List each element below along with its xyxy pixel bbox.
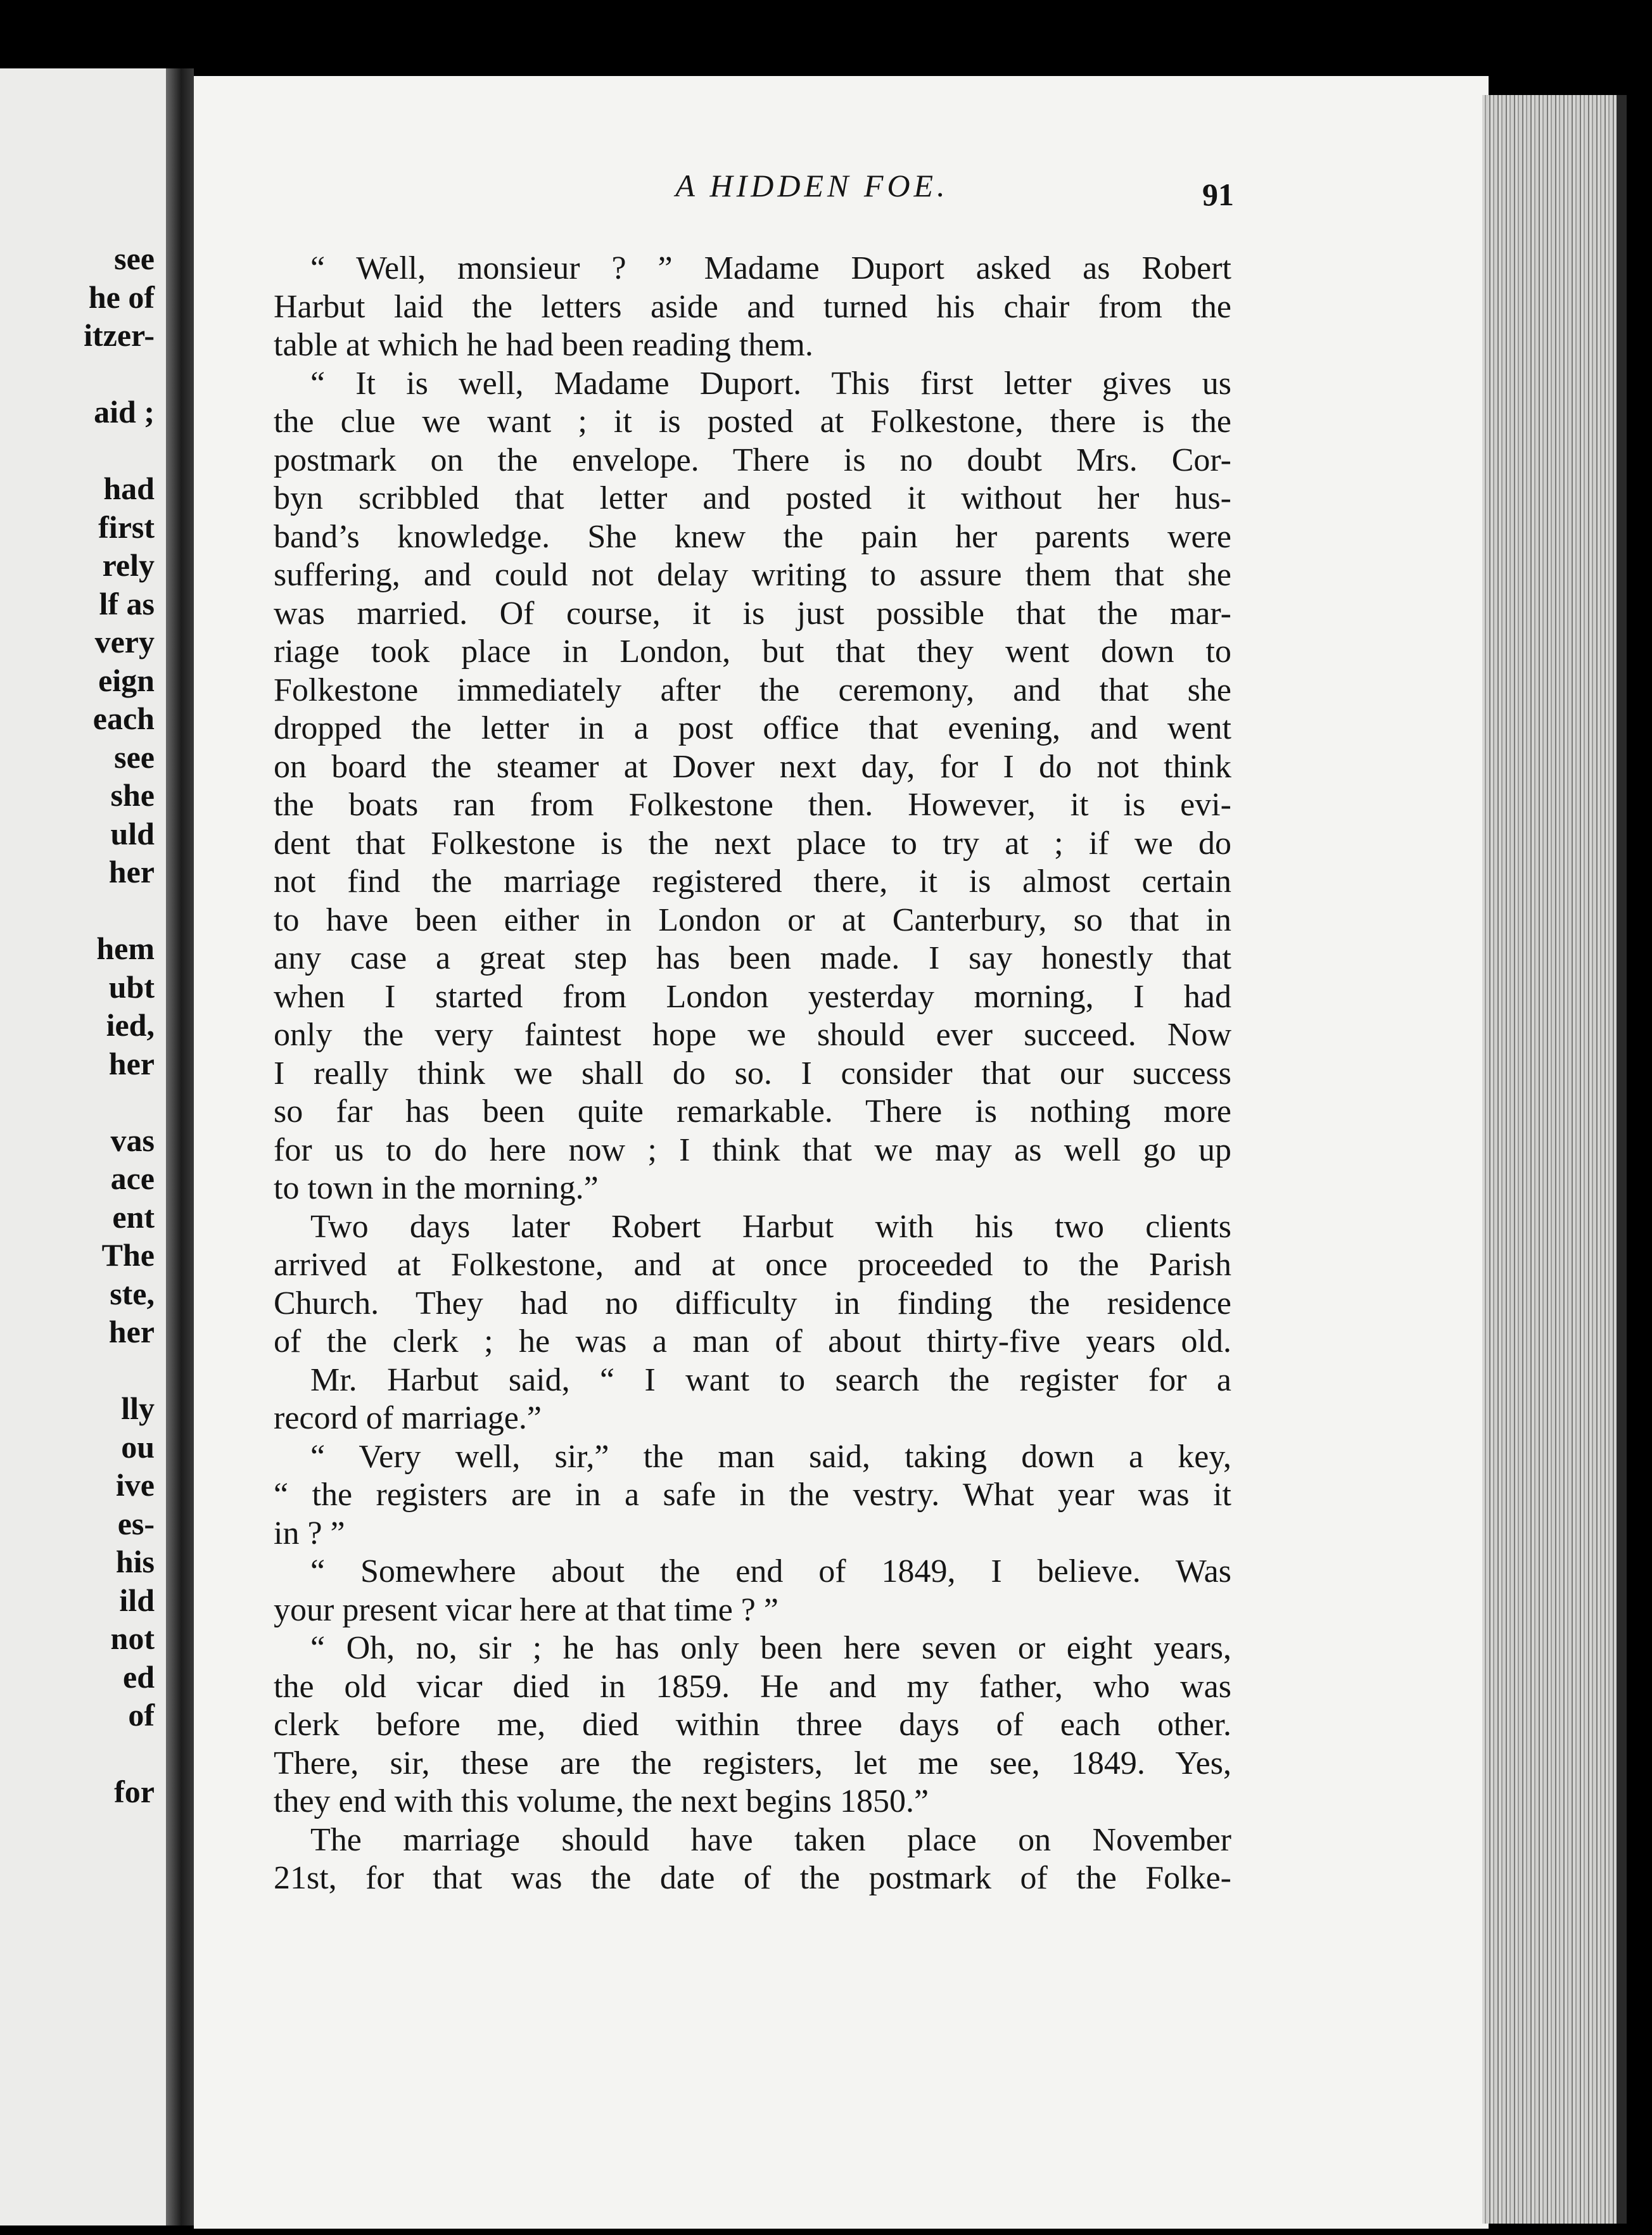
text-line: in ? ” [274, 1515, 345, 1551]
text-line: on board the steamer at Dover next day, for I do not think [274, 748, 1231, 785]
running-head: A HIDDEN FOE. [675, 168, 949, 203]
text-line: table at which he had been reading them. [274, 327, 813, 363]
page-edge-shadow [1617, 95, 1627, 2224]
text-line: Two days later Robert Harbut with his two clients [310, 1208, 1231, 1245]
text-line: “ Somewhere about the end of 1849, I believe. Was [310, 1553, 1231, 1589]
text-line: dent that Folkestone is the next place to try at ; if we do [274, 825, 1231, 862]
text-line: record of marriage.” [274, 1400, 542, 1436]
text-line: “ Very well, sir,” the man said, taking down a key, [310, 1438, 1231, 1475]
text-line: any case a great step has been made. I say honestly that [274, 940, 1231, 976]
text-line: to town in the morning.” [274, 1170, 599, 1206]
left-page-line: her [108, 1045, 155, 1081]
left-page-line: not [110, 1621, 155, 1656]
left-page-line: The [101, 1237, 155, 1273]
text-line: clerk before me, died within three days of each other. [274, 1707, 1231, 1743]
text-line: for us to do here now ; I think that we may as well go up [274, 1131, 1231, 1168]
left-page-line: hem [96, 931, 155, 966]
left-page-line [84, 431, 155, 470]
left-page-line: ed [123, 1659, 155, 1695]
left-page-line [84, 1083, 155, 1121]
left-page-line: of [128, 1697, 155, 1733]
page-edges [1482, 95, 1617, 2224]
left-page-line: itzer- [84, 317, 155, 353]
left-page-line: he of [88, 279, 155, 315]
left-page-line: each [92, 701, 155, 736]
left-page-line: ou [121, 1429, 155, 1465]
left-page-line: vas [110, 1122, 155, 1158]
text-line: was married. Of course, it is just possible that the mar- [274, 595, 1231, 632]
book-gutter [166, 68, 194, 2225]
left-page-line: ace [110, 1161, 155, 1196]
left-page-line: ied, [106, 1007, 155, 1043]
text-line: “ Oh, no, sir ; he has only been here seven or eight years, [310, 1630, 1231, 1666]
text-line: not find the marriage registered there, it is almost certain [274, 863, 1231, 900]
text-line: There, sir, these are the registers, let me see, 1849. Yes, [274, 1745, 1231, 1781]
text-line: Mr. Harbut said, “ I want to search the register for a [310, 1361, 1231, 1398]
text-line: the boats ran from Folkestone then. However, it is evi- [274, 787, 1231, 823]
text-line: 21st, for that was the date of the postmark of the Folke- [274, 1860, 1231, 1896]
left-page-line: she [110, 777, 155, 813]
text-line: “ It is well, Madame Duport. This first letter gives us [310, 365, 1231, 402]
text-line: riage took place in London, but that they went down to [274, 634, 1231, 670]
left-page-line: eign [98, 662, 155, 698]
text-line: arrived at Folkestone, and at once proceeded to the Parish [274, 1247, 1231, 1283]
text-line: the clue we want ; it is posted at Folkestone, there is the [274, 404, 1231, 440]
text-line: suffering, and could not delay writing to assure them that she [274, 557, 1231, 593]
left-page-line: ste, [110, 1275, 155, 1311]
left-page-line: uld [110, 815, 155, 851]
left-page-line: her [108, 1314, 155, 1349]
left-page-fragments [84, 239, 155, 1811]
text-line: so far has been quite remarkable. There is nothing more [274, 1093, 1231, 1130]
text-line: “ the registers are in a safe in the vestry. What year was it [274, 1477, 1231, 1513]
text-line: Church. They had no difficulty in finding the residence [274, 1285, 1231, 1321]
left-page [0, 68, 166, 2225]
left-page-line: very [94, 624, 155, 659]
left-page-line: lf as [99, 585, 155, 621]
text-line: “ Well, monsieur ? ” Madame Duport asked as Robert [310, 250, 1231, 286]
left-page-line: his [115, 1544, 155, 1579]
text-line: Harbut laid the letters aside and turned his chair from the [274, 288, 1231, 325]
left-page-line: see [114, 739, 155, 775]
left-page-line: for [114, 1774, 155, 1809]
text-line: the old vicar died in 1859. He and my father, who was [274, 1668, 1231, 1705]
text-line: band’s knowledge. She knew the pain her parents were [274, 518, 1231, 555]
left-page-line: es- [117, 1505, 155, 1541]
text-line: they end with this volume, the next begins 1850.” [274, 1783, 929, 1819]
left-page-line: see [114, 241, 155, 276]
left-page-line [84, 355, 155, 393]
left-page-line: aid ; [94, 394, 155, 430]
left-page-line: had [103, 471, 155, 506]
left-page-line: ubt [108, 969, 155, 1005]
text-line: postmark on the envelope. There is no doubt Mrs. Cor- [274, 442, 1231, 478]
left-page-line [84, 1735, 155, 1773]
left-page-line [84, 891, 155, 930]
text-line: Folkestone immediately after the ceremony, and that she [274, 672, 1231, 708]
text-line: dropped the letter in a post office that evening, and went [274, 710, 1231, 746]
left-page-line: lly [121, 1391, 155, 1426]
text-line: when I started from London yesterday morning, I had [274, 978, 1231, 1015]
text-line: of the clerk ; he was a man of about thirty-five years old. [274, 1323, 1231, 1359]
body-text [274, 250, 1231, 1898]
text-line: I really think we shall do so. I consider that our success [274, 1055, 1231, 1092]
text-line: byn scribbled that letter and posted it without her hus- [274, 480, 1231, 516]
text-line: The marriage should have taken place on November [310, 1821, 1231, 1858]
left-page-line: her [108, 854, 155, 889]
text-line: your present vicar here at that time ? ” [274, 1591, 778, 1628]
text-line: only the very faintest hope we should ever succeed. Now [274, 1017, 1231, 1053]
text-line: to have been either in London or at Canterbury, so that in [274, 901, 1231, 938]
left-page-line: ive [115, 1467, 155, 1503]
left-page-line: first [98, 509, 155, 545]
left-page-line: ild [119, 1582, 155, 1618]
left-page-line: rely [102, 547, 155, 583]
left-page-line: ent [112, 1199, 155, 1235]
page-number: 91 [1202, 177, 1234, 212]
left-page-line [84, 1351, 155, 1390]
